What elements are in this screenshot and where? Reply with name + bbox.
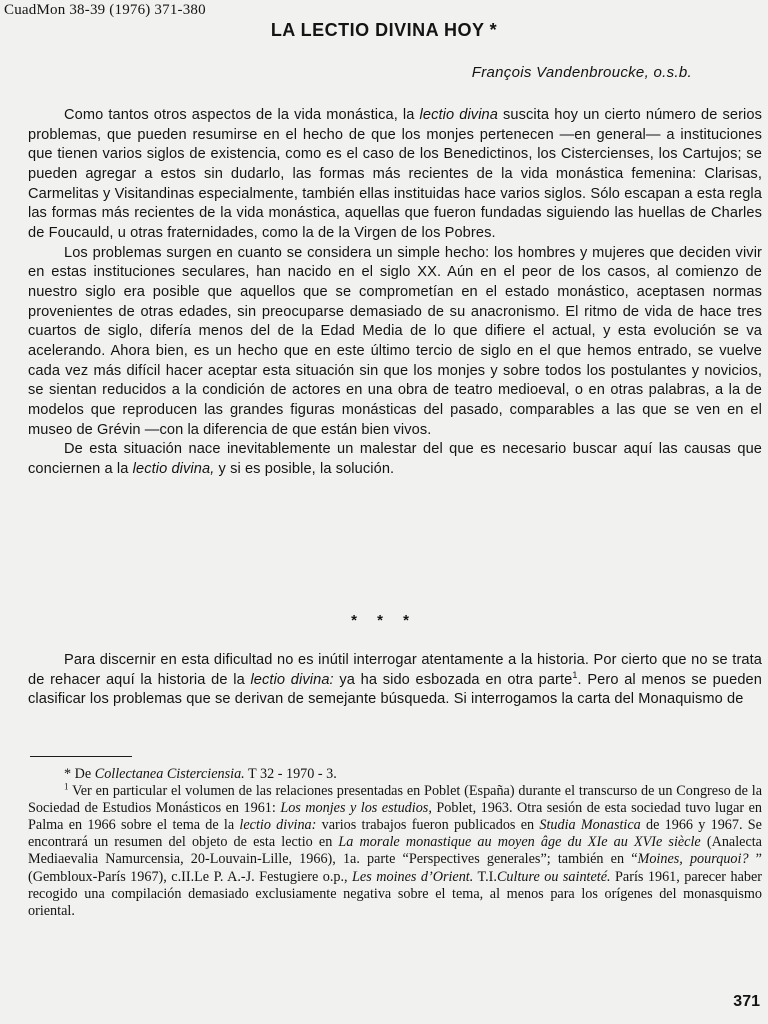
footnote-1-italic-n: Culture ou sainteté. (496, 868, 611, 885)
footnote-1-text-k: ” (Gembloux-París 1967), c.II.Le P. A.-J. Festugiere o.p., (28, 851, 762, 885)
footnote-1-italic-l: Les moines d’Orient. (352, 868, 474, 885)
footnote-1-italic-j: Moines, pourquoi? (637, 851, 749, 868)
footnote-1-text-e: varios trabajos fueron publicados en (316, 817, 540, 834)
article-title: LA LECTIO DIVINA HOY * (270, 20, 498, 40)
paragraph-2: Los problemas surgen en cuanto se considera un simple hecho: los hombres y mujeres que deciden vivir en estas instituciones seculares, han nacido en el siglo XX. Aún en el peor de los casos, al comienzo de nuestro siglo era posible que aquellos que se comprometían en el estado monástico, aceptasen normas provenientes de otras edades, sin preocuparse demasiado de su anacronismo. El ritmo de vida de hace tres cuartos de siglo, difería menos del de la Edad Media de lo que difiere el actual, y esta evolución se va acelerando. Ahora bien, es un hecho que en este último tercio de siglo en el que hemos entrado, se vuelve cada vez más difícil hacer aceptar esta situación sin que los monjes y sobre todos los postulantes y novicios, se sientan reducidos a la condición de actores en una obra de teatro medioeval, o en otras palabras, a la de modelos que reproducen las grandes figuras monásticas del pasado, comparables a las que se ven en el museo de Grévin —con la diferencia de que están bien vivos. (28, 244, 762, 438)
paragraph-3-text-a: De esta situación nace inevitablemente un malestar del que es necesario buscar aquí las causas que conciernen a la (28, 441, 762, 477)
paragraph-3 (28, 440, 762, 479)
paragraph-4-text-d: . Pero al menos se pueden clasificar los problemas que se derivan de semejante búsqueda. Si interrogamos la carta del Monaquismo de (28, 671, 762, 708)
footnote-1-text-g: de 1966 y 1967. Se encontrará un resumen del objeto de esta lectio en (28, 817, 762, 851)
footnote-1-italic-d: lectio divina: (239, 817, 317, 834)
footnote-1-text-o: París 1961, parecer haber recogido una compilación demasiado exclusiamente negativa sobre el tema, al menos para los orígenes del monasquismo oriental. (28, 868, 762, 919)
footnote-star-text-c: T 32 - 1970 - 3. (244, 766, 337, 782)
body-text-part-2 (28, 651, 762, 710)
footnote-1-number: 1 (64, 781, 69, 792)
footnote-star-source: Collectanea Cisterciensia. (94, 766, 245, 782)
paragraph-1-italic-term: lectio divina (419, 107, 498, 123)
footnote-1-text-a: Ver en particular el volumen de las relaciones presentadas en Poblet (España) durante el transcurso de un Congreso de la Sociedad de Estudios Monásticos en 1961: (28, 783, 762, 817)
footnote-divider (30, 756, 132, 757)
footnote-1-italic-h: La morale monastique au moyen âge du XIe au XVIe siècle (338, 834, 701, 851)
footnote-1-italic-b: Los monjes y los estudios, (280, 800, 432, 817)
footnotes (28, 766, 762, 920)
footnote-1-italic-f: Studia Monastica (539, 817, 641, 834)
paragraph-3-text-c: y si es posible, la solución. (214, 460, 395, 477)
body-text-part-1 (28, 106, 762, 479)
paragraph-1-text-a: Como tantos otros aspectos de la vida monástica, la (64, 107, 420, 123)
footnote-1-text-i: (Analecta Mediaevalia Namurcensia, 20-Louvain-Lille, 1966), 1a. parte “Perspectives generales”; también en “ (28, 834, 762, 868)
footnote-reference-1: 1 (572, 669, 578, 680)
footnote-star-text-a: * De (64, 766, 95, 782)
page-number: 371 (733, 993, 760, 1010)
paragraph-4-italic-term: lectio divina: (250, 671, 334, 688)
footnote-1 (28, 783, 762, 920)
footnote-star (28, 766, 762, 783)
paragraph-4 (28, 651, 762, 710)
footnote-1-text-c: Poblet, 1963. Otra sesión de esta sociedad tuvo lugar en Palma en 1966 sobre el tema de la (28, 800, 762, 834)
paragraph-3-italic-term: lectio divina, (132, 460, 215, 477)
paragraph-1-text-c: suscita hoy un cierto número de serios problemas, que pueden resumirse en el hecho de que los monjes pertenecen —en general— a instituciones que tienen varios siglos de existencia, como es el caso de los Benedictinos, los Cistercienses, los Cartujos; se pueden agregar a estos sin dudarlo, las formas más recientes de la vida monástica femenina: Clarisas, Carmelitas y Visitandinas especialmente, también ellas instituidas hace varios siglos. Sólo escapan a esta regla las formas más recientes de la vida monástica, aquellas que fueron fundadas siguiendo las huellas de Charles de Foucauld, u otras fraternidades, como la de la Virgen de los Pobres. (28, 107, 762, 241)
paragraph-4-text-a: Para discernir en esta dificultad no es inútil interrogar atentamente a la historia. Por cierto que no se trata de rehacer aquí la historia de la (28, 652, 762, 688)
paragraph-4-text-c: ya ha sido esbozada en otra parte (333, 671, 573, 688)
footnote-1-text-m: T.I. (473, 868, 497, 885)
section-separator: * * * (351, 612, 417, 629)
journal-reference: CuadMon 38-39 (1976) 371-380 (4, 2, 206, 18)
author-line: François Vandenbroucke, o.s.b. (471, 64, 692, 81)
paragraph-1 (28, 106, 762, 244)
